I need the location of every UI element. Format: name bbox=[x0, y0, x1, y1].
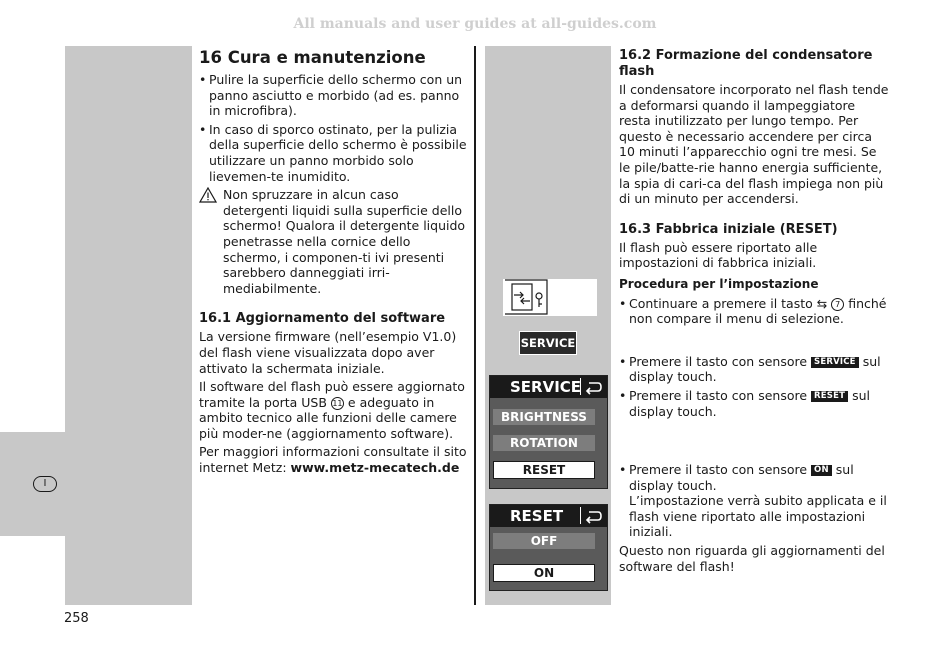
page-number: 258 bbox=[64, 611, 89, 626]
option-brightness: BRIGHTNESS bbox=[493, 409, 595, 425]
service-chip: SERVICE bbox=[811, 357, 859, 368]
closing-note: Questo non riguarda gli aggiornamenti del software del flash! bbox=[619, 543, 885, 574]
step-2-text-after: sul display touch. bbox=[629, 353, 881, 385]
p3-text: Per maggiori informazioni consultate il sito internet Metz: bbox=[199, 444, 467, 476]
key-switch-icon bbox=[503, 279, 597, 316]
service-menu-title-text: SERVICE bbox=[510, 378, 582, 396]
step-4-note: L’impostazione verrà subito applicata e il flash viene riportato alle impostazioni iniziali. bbox=[629, 493, 887, 540]
section-16-2-title: 16.2 Formazione del condensatore flash bbox=[619, 48, 873, 79]
swap-key-icon: ⇆ bbox=[816, 295, 828, 311]
service-sensor-key: SERVICE bbox=[519, 331, 577, 355]
step-4-text-after: sul display touch. bbox=[629, 462, 854, 493]
option-on: ON bbox=[493, 564, 595, 582]
warning-icon bbox=[199, 187, 217, 203]
on-chip: ON bbox=[811, 465, 832, 476]
warning-text: Non spruzzare in alcun caso detergenti liquidi sulla superficie dello schermo! Qualora il detergente liquido penetrasse nella cornice dello schermo, i componen-ti ivi presenti sarebbero danneggiati irri-mediabilmente. bbox=[223, 187, 466, 296]
chapter-title: 16 Cura e manutenzione bbox=[199, 48, 426, 67]
back-arrow-icon bbox=[580, 378, 603, 395]
section-16-1-title: 16.1 Aggiornamento del software bbox=[199, 311, 446, 327]
step-2-text: Premere il tasto con sensore bbox=[629, 353, 808, 369]
section-16-3-title: 16.3 Fabbrica iniziale (RESET) bbox=[619, 221, 838, 237]
usb-port-number: 11 bbox=[332, 398, 343, 408]
section-16-1-p3 bbox=[199, 444, 467, 475]
step-1-text: Continuare a premere il tasto bbox=[629, 295, 813, 311]
step-3-text-after: sul display touch. bbox=[629, 387, 871, 419]
section-16-2-text: Il condensatore incorporato nel flash tende a deformarsi quando il lampeggiatore resta inutilizzato per lungo tempo. Per questo è necessario accendere per circa 10 minuti l’apparecchio ogni tre mesi. Se le pile/batte-rie hanno energia sufficiente, la spia di cari-ca del flash impiega non più di un minuto per accendersi. bbox=[619, 82, 889, 207]
step-4-text: Premere il tasto con sensore bbox=[629, 462, 808, 478]
section-16-1-p1: La versione firmware (nell’esempio V1.0) del flash viene visualizzata dopo aver attivato la schermata iniziale. bbox=[199, 329, 457, 376]
section-16-1-p2 bbox=[199, 379, 467, 441]
care-bullet-1: • Pulire la superficie dello schermo con un panno asciutto e morbido (ad es. panno in microfibra). bbox=[199, 72, 467, 119]
option-reset: RESET bbox=[493, 461, 595, 479]
option-rotation: ROTATION bbox=[493, 435, 595, 451]
language-badge: I bbox=[33, 476, 57, 492]
care-bullet-2: • In caso di sporco ostinato, per la pulizia della superficie dello schermo è possibile utilizzare un panno morbido solo lievemen-te inumidito. bbox=[199, 122, 467, 184]
step-4 bbox=[619, 462, 889, 540]
mode-switch-illustration bbox=[503, 279, 597, 316]
left-margin-band bbox=[65, 46, 192, 605]
procedure-title: Procedura per l’impostazione bbox=[619, 276, 819, 291]
p2-text-before: Il software del flash può essere aggiornato tramite la porta USB bbox=[199, 379, 465, 410]
left-column bbox=[199, 48, 467, 479]
key-number: 7 bbox=[831, 298, 844, 311]
metz-website-link[interactable]: www.metz-mecatech.de bbox=[290, 460, 460, 476]
p2-text-after: e adeguato in ambito tecnico alle funzioni delle camere più moder-ne (aggiornamento software). bbox=[199, 394, 457, 441]
reset-menu-title bbox=[490, 505, 607, 527]
service-menu-screen bbox=[489, 375, 608, 489]
warning-note bbox=[199, 187, 467, 296]
step-2 bbox=[619, 354, 889, 385]
reset-menu-title-text: RESET bbox=[510, 507, 564, 525]
step-3 bbox=[619, 388, 889, 419]
reset-chip: RESET bbox=[811, 391, 848, 402]
back-arrow-icon bbox=[580, 507, 603, 524]
section-16-3-intro: Il flash può essere riportato alle impostazioni di fabbrica iniziali. bbox=[619, 239, 818, 271]
reset-menu-screen bbox=[489, 504, 608, 591]
service-menu-title bbox=[490, 376, 607, 398]
right-column bbox=[619, 48, 889, 577]
step-1 bbox=[619, 296, 889, 327]
header-watermark: All manuals and user guides at all-guides.com bbox=[293, 16, 657, 32]
column-divider bbox=[474, 46, 476, 605]
step-1-text-after: finché non compare il menu di selezione. bbox=[629, 295, 887, 327]
step-3-text: Premere il tasto con sensore bbox=[629, 387, 808, 403]
option-off: OFF bbox=[493, 533, 595, 549]
